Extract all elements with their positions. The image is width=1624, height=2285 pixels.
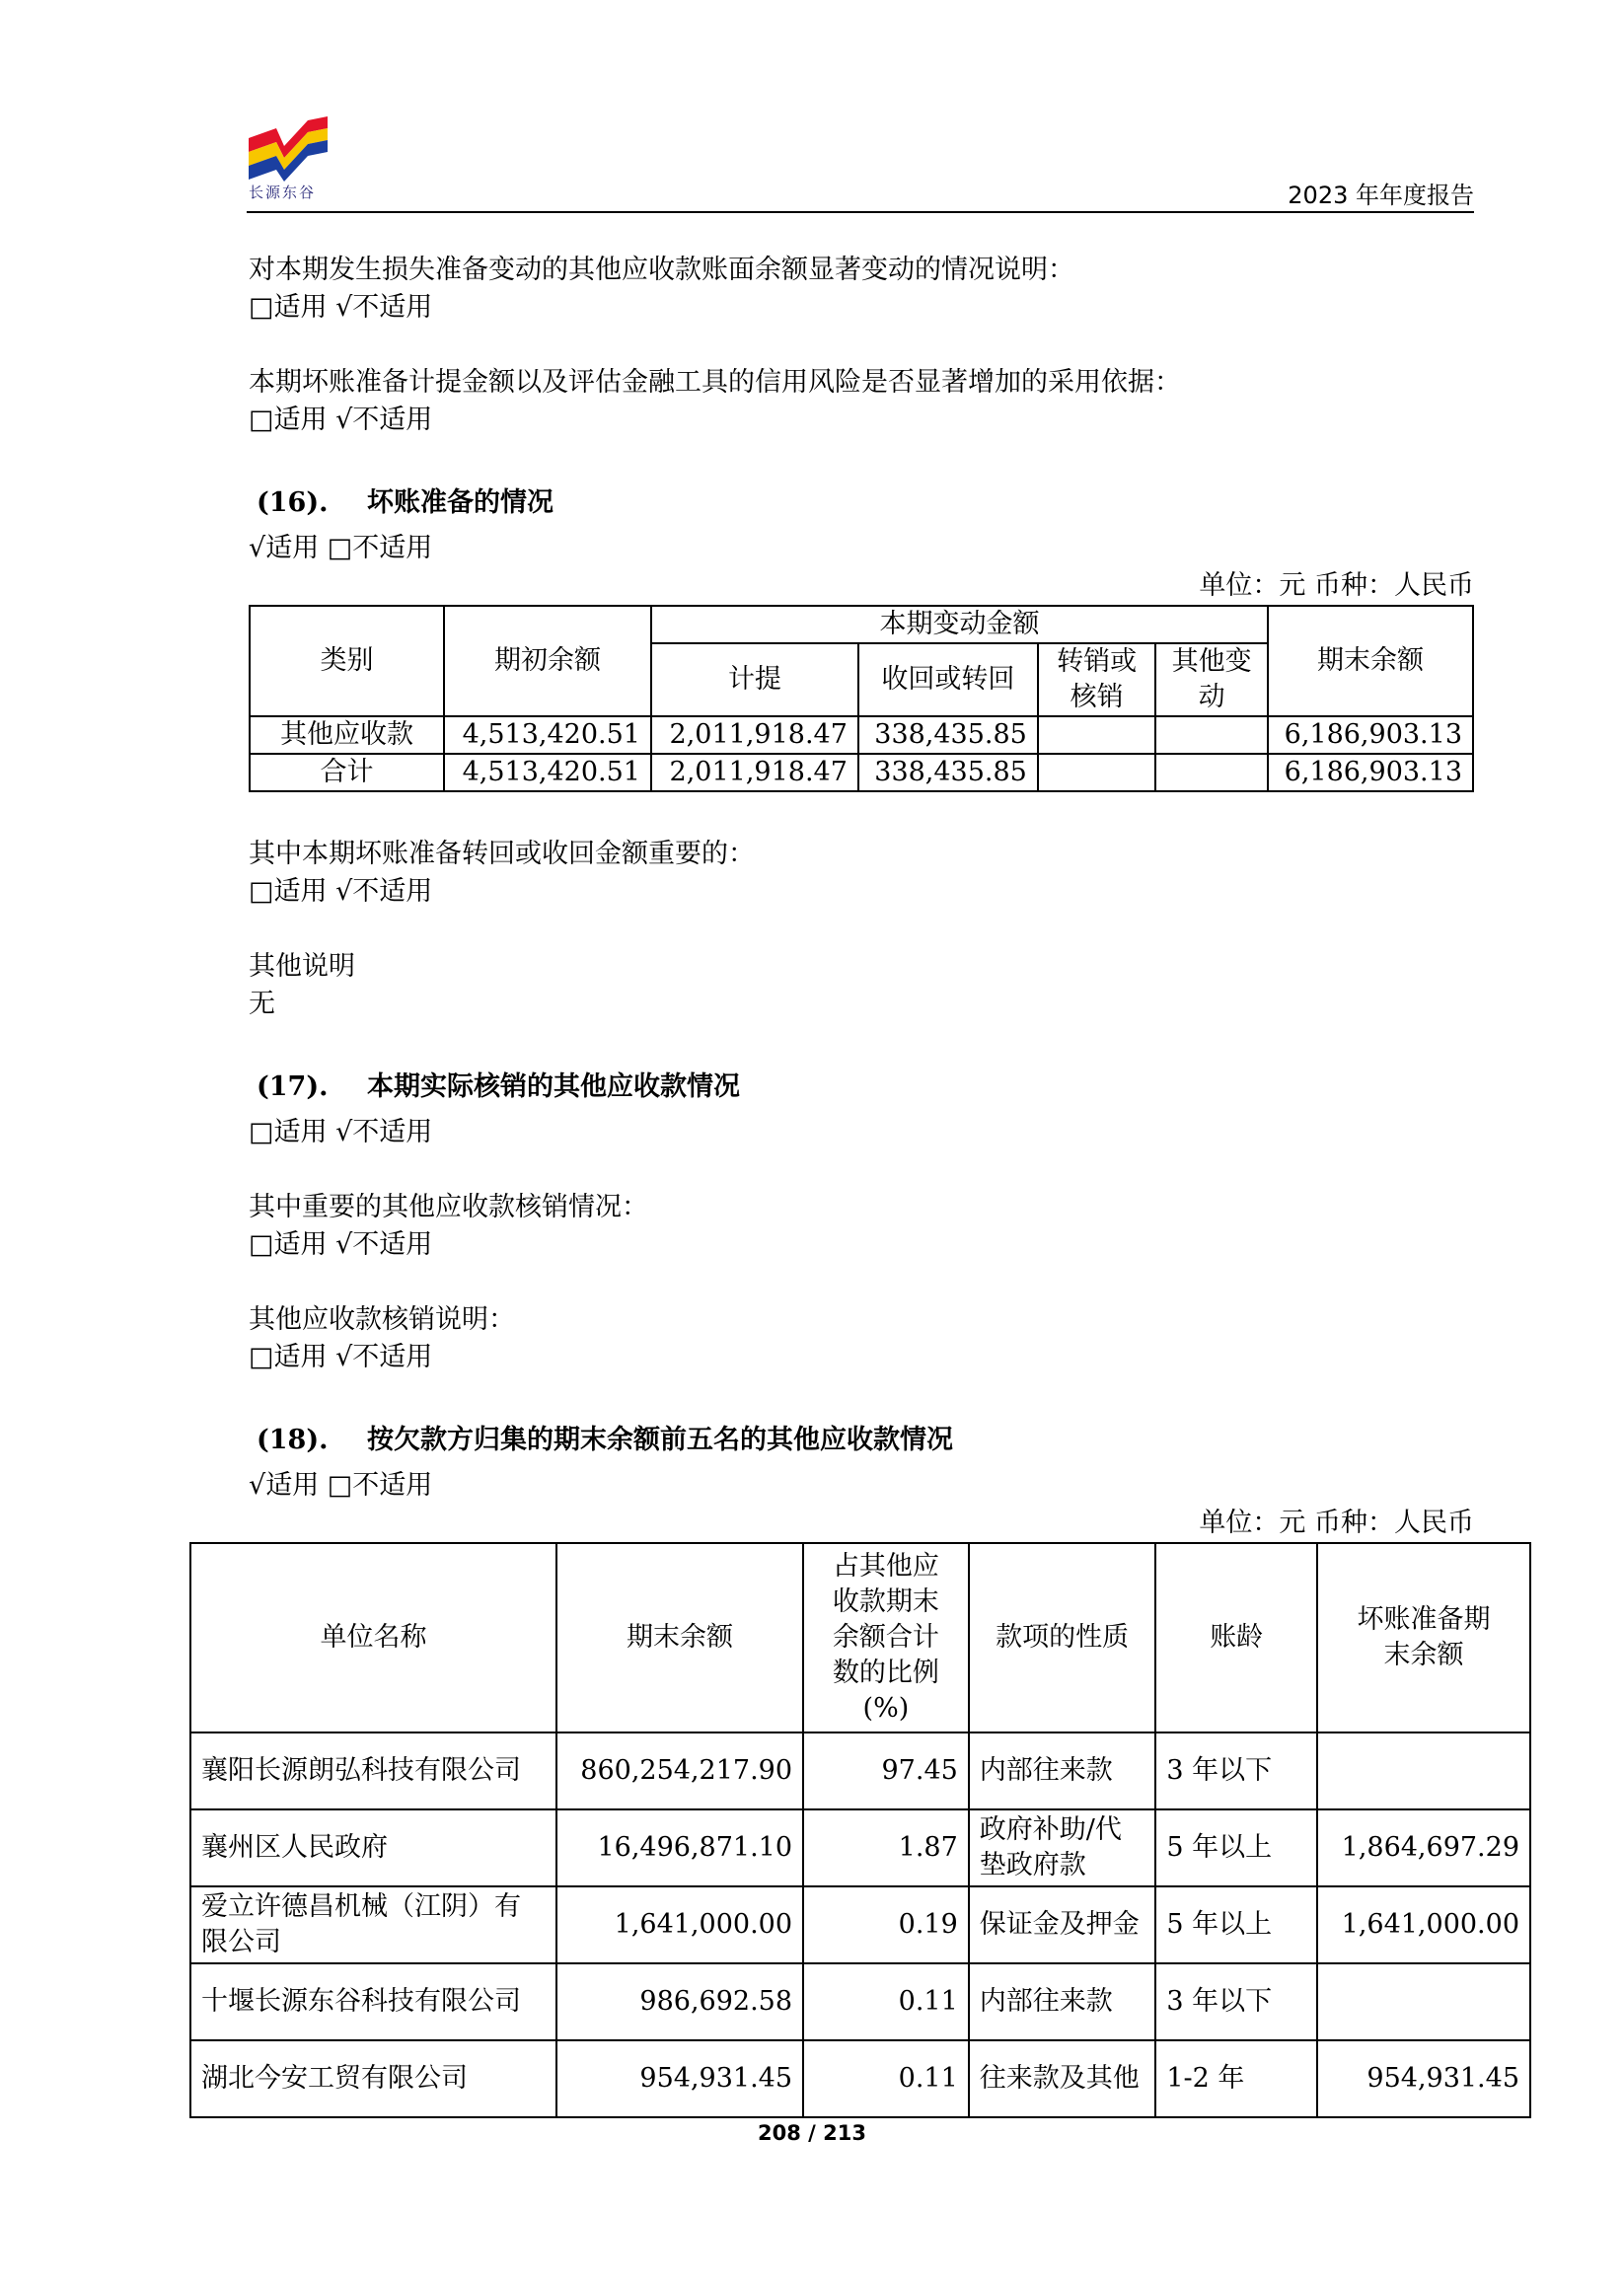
other-notes-value: 无	[249, 989, 275, 1019]
header-end-balance: 期末余额	[556, 1543, 803, 1732]
section-16-heading	[257, 485, 554, 521]
header-other-change: 其他变动	[1155, 643, 1268, 716]
header-provision: 计提	[651, 643, 858, 716]
section-17-number: (17).	[257, 1071, 329, 1102]
cell-end: 6,186,903.13	[1268, 716, 1473, 754]
cell-name: 湖北今安工贸有限公司	[190, 2040, 556, 2117]
top-five-table	[189, 1542, 1531, 2118]
section-18-title: 按欠款方归集的期末余额前五名的其他应收款情况	[367, 1425, 953, 1455]
cell-recover: 338,435.85	[858, 716, 1038, 754]
report-title: 2023 年年度报告	[1288, 182, 1474, 209]
table-row	[250, 754, 1473, 791]
section-16-note-option: □适用 √不适用	[249, 876, 433, 907]
logo-text: 长源东谷	[249, 184, 317, 201]
cell-name: 襄阳长源朗弘科技有限公司	[190, 1732, 556, 1809]
section-17-note2-option: □适用 √不适用	[249, 1342, 433, 1372]
cell-provision	[1317, 1732, 1530, 1809]
cell-provision	[1317, 1963, 1530, 2040]
section-17-title: 本期实际核销的其他应收款情况	[367, 1071, 740, 1102]
cell-nature: 保证金及押金	[969, 1886, 1156, 1963]
cell-end: 6,186,903.13	[1268, 754, 1473, 791]
header-writeoff: 转销或核销	[1038, 643, 1156, 716]
cell-name: 十堰长源东谷科技有限公司	[190, 1963, 556, 2040]
section-17-option: □适用 √不适用	[249, 1117, 433, 1147]
header-age: 账龄	[1155, 1543, 1317, 1732]
cell-age: 5 年以上	[1155, 1809, 1317, 1886]
bad-debt-table	[249, 605, 1474, 792]
cell-name: 爱立许德昌机械（江阴）有限公司	[190, 1886, 556, 1963]
section-18-option: √适用 □不适用	[249, 1470, 433, 1501]
section-16-number: (16).	[257, 487, 329, 518]
cell-provision: 2,011,918.47	[651, 716, 858, 754]
cell-end: 954,931.45	[556, 2040, 803, 2117]
cell-writeoff	[1038, 754, 1156, 791]
cell-age: 1-2 年	[1155, 2040, 1317, 2117]
header-end-balance: 期末余额	[1268, 606, 1473, 716]
cell-writeoff	[1038, 716, 1156, 754]
cell-end: 16,496,871.10	[556, 1809, 803, 1886]
cell-end: 986,692.58	[556, 1963, 803, 2040]
cell-provision: 2,011,918.47	[651, 754, 858, 791]
section-16-option: √适用 □不适用	[249, 533, 433, 563]
table-row	[190, 1809, 1530, 1886]
page-number: 208 / 213	[758, 2121, 866, 2145]
cell-nature: 内部往来款	[969, 1963, 1156, 2040]
cell-other	[1155, 716, 1268, 754]
table-row	[190, 2040, 1530, 2117]
header-provision-end: 坏账准备期末余额	[1317, 1543, 1530, 1732]
cell-name: 襄州区人民政府	[190, 1809, 556, 1886]
header-category: 类别	[250, 606, 444, 716]
cell-begin: 4,513,420.51	[444, 716, 651, 754]
option-loss-change: □适用 √不适用	[249, 292, 433, 323]
cell-provision: 1,864,697.29	[1317, 1809, 1530, 1886]
header-recover: 收回或转回	[858, 643, 1038, 716]
cell-recover: 338,435.85	[858, 754, 1038, 791]
cell-ratio: 1.87	[803, 1809, 969, 1886]
table-row	[190, 1886, 1530, 1963]
section-18-heading	[257, 1423, 953, 1458]
cell-end: 1,641,000.00	[556, 1886, 803, 1963]
section-17-heading	[257, 1069, 740, 1105]
section-16-unit: 单位：元 币种：人民币	[1199, 570, 1474, 601]
cell-ratio: 0.11	[803, 2040, 969, 2117]
table-row	[190, 1963, 1530, 2040]
header-begin-balance: 期初余额	[444, 606, 651, 716]
table-row	[250, 716, 1473, 754]
cell-nature: 往来款及其他	[969, 2040, 1156, 2117]
cell-provision: 1,641,000.00	[1317, 1886, 1530, 1963]
header-unit-name: 单位名称	[190, 1543, 556, 1732]
page-header	[247, 116, 1474, 213]
section-16-title: 坏账准备的情况	[367, 487, 554, 518]
cell-ratio: 97.45	[803, 1732, 969, 1809]
cell-nature: 政府补助/代垫政府款	[969, 1809, 1156, 1886]
header-ratio: 占其他应收款期末余额合计数的比例(%)	[803, 1543, 969, 1732]
other-notes-title: 其他说明	[249, 951, 355, 982]
header-nature: 款项的性质	[969, 1543, 1156, 1732]
table-row	[190, 1732, 1530, 1809]
cell-nature: 内部往来款	[969, 1732, 1156, 1809]
cell-ratio: 0.11	[803, 1963, 969, 2040]
section-17-note2: 其他应收款核销说明：	[249, 1304, 515, 1335]
cell-category: 合计	[250, 754, 444, 791]
cell-age: 3 年以下	[1155, 1963, 1317, 2040]
cell-begin: 4,513,420.51	[444, 754, 651, 791]
section-17-note1: 其中重要的其他应收款核销情况：	[249, 1192, 648, 1222]
option-provision-basis: □适用 √不适用	[249, 405, 433, 435]
cell-age: 3 年以下	[1155, 1732, 1317, 1809]
section-18-unit: 单位：元 币种：人民币	[1199, 1508, 1474, 1538]
section-17-note1-option: □适用 √不适用	[249, 1229, 433, 1260]
cell-end: 860,254,217.90	[556, 1732, 803, 1809]
cell-category: 其他应收款	[250, 716, 444, 754]
cell-ratio: 0.19	[803, 1886, 969, 1963]
paragraph-provision-basis: 本期坏账准备计提金额以及评估金融工具的信用风险是否显著增加的采用依据：	[249, 367, 1181, 398]
cell-provision: 954,931.45	[1317, 2040, 1530, 2117]
header-change-amount: 本期变动金额	[651, 606, 1268, 643]
section-16-note: 其中本期坏账准备转回或收回金额重要的：	[249, 839, 755, 869]
cell-other	[1155, 754, 1268, 791]
section-18-number: (18).	[257, 1425, 329, 1455]
cell-age: 5 年以上	[1155, 1886, 1317, 1963]
paragraph-loss-change: 对本期发生损失准备变动的其他应收款账面余额显著变动的情况说明：	[249, 255, 1074, 285]
